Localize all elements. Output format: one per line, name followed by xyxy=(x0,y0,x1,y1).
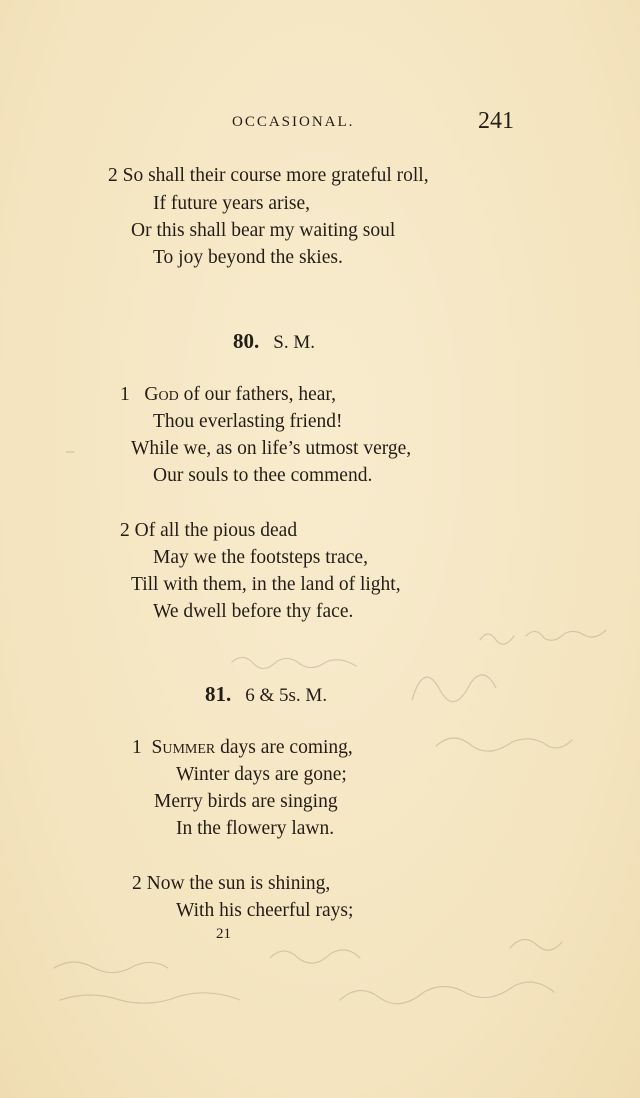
pencil-scribble xyxy=(232,657,356,668)
pencil-scribble xyxy=(510,939,562,950)
verse-line: With his cheerful rays; xyxy=(176,900,354,921)
verse-line: If future years arise, xyxy=(153,193,310,214)
pencil-scribble xyxy=(54,962,168,973)
hymn-number: 81. xyxy=(205,682,232,706)
verse-first-word: Summer xyxy=(151,737,216,758)
verse-line-rest: of our fathers, hear, xyxy=(178,384,337,405)
running-header: OCCASIONAL. xyxy=(232,114,355,130)
pencil-scribble xyxy=(412,675,496,702)
pencil-scribble xyxy=(436,738,572,751)
verse-line: Our souls to thee commend. xyxy=(153,465,373,486)
hymn-number: 80. xyxy=(233,329,260,353)
verse-number: 1 xyxy=(132,737,142,758)
pencil-scribble xyxy=(480,630,606,644)
verse-line: Winter days are gone; xyxy=(176,764,347,785)
verse-line: Or this shall bear my waiting soul xyxy=(131,220,396,241)
verse-line: 2 So shall their course more grateful roll, xyxy=(108,165,429,186)
verse-line: While we, as on life’s utmost verge, xyxy=(131,438,412,459)
verse-line: 2 Now the sun is shining, xyxy=(132,873,331,894)
hymn-meter: 6 & 5s. M. xyxy=(245,685,328,706)
verse-number: 1 xyxy=(120,384,130,405)
verse-line: 2 Of all the pious dead xyxy=(120,520,298,541)
verse-line: In the flowery lawn. xyxy=(176,818,335,839)
hymn-meter: S. M. xyxy=(273,332,315,353)
verse-line: Merry birds are singing xyxy=(154,791,338,812)
verse-line: Till with them, in the land of light, xyxy=(131,574,401,595)
verse-first-word: God xyxy=(144,384,179,405)
signature-mark: 21 xyxy=(216,926,231,942)
page-number: 241 xyxy=(478,108,514,134)
pencil-scribble xyxy=(340,982,554,1004)
pencil-scribble xyxy=(270,950,360,963)
verse-line-rest: days are coming, xyxy=(215,737,353,758)
verse-line: We dwell before thy face. xyxy=(153,601,354,622)
verse-line: May we the footsteps trace, xyxy=(153,547,368,568)
verse-line: Thou everlasting friend! xyxy=(153,411,343,432)
pencil-scribble xyxy=(60,993,240,1003)
verse-line: To joy beyond the skies. xyxy=(153,247,343,268)
